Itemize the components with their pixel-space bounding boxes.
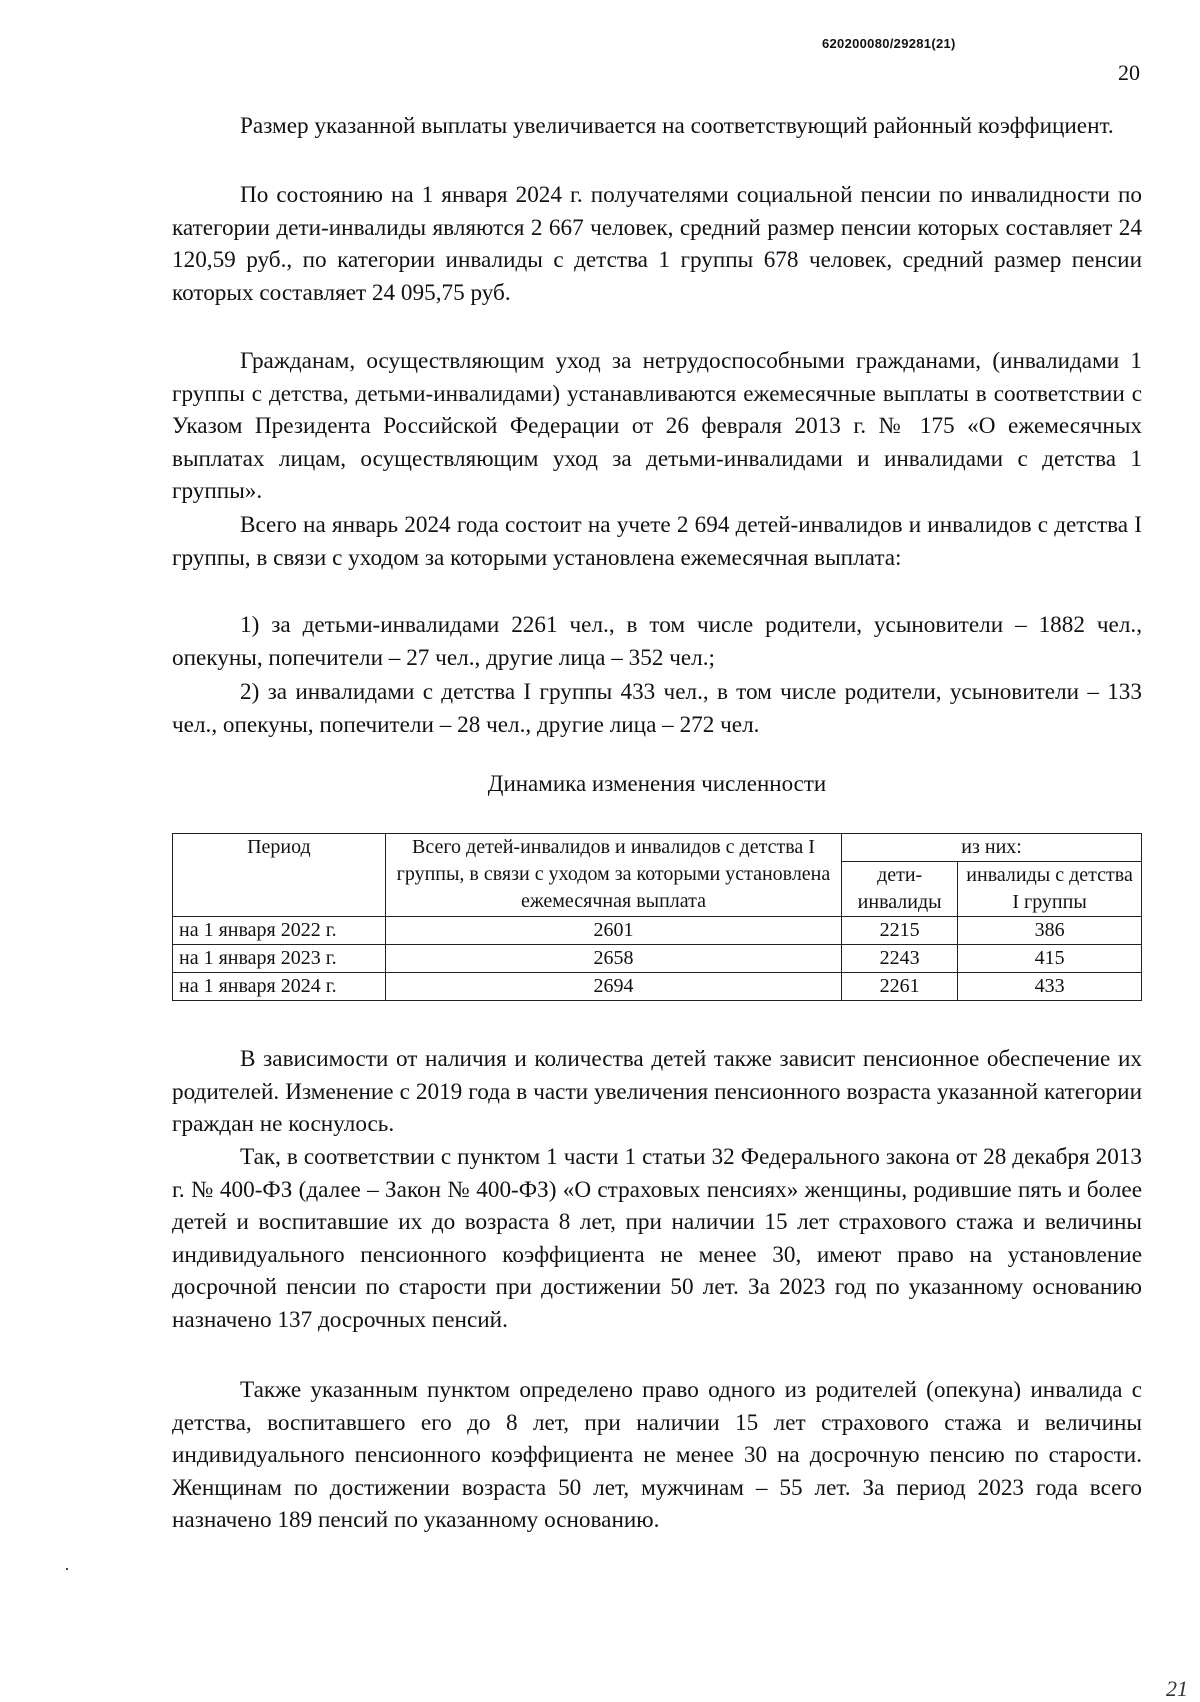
header-of-them: из них: xyxy=(842,834,1142,862)
cell-period: на 1 января 2024 г. xyxy=(173,973,386,1001)
paragraph-parents-pension: В зависимости от наличия и количества детей также зависит пенсионное обеспечение их родителей. Изменение с 2019 года в части увеличения пенсионного возраста указанной категории граждан не коснулось. xyxy=(172,1046,1142,1137)
cell-children: 2261 xyxy=(842,973,958,1001)
list-item-children-disabled: 1) за детьми-инвалидами 2261 чел., в том числе родители, усыновители – 1882 чел., опекуны, попечители – 27 чел., другие лица – 352 чел.; xyxy=(172,612,1142,671)
table-row xyxy=(173,973,1142,1001)
header-period: Период xyxy=(173,834,386,917)
cell-total: 2658 xyxy=(385,945,841,973)
table-row xyxy=(173,945,1142,973)
table-title: Динамика изменения численности xyxy=(487,771,827,796)
cell-total: 2601 xyxy=(385,917,841,945)
document-number: 620200080/29281(21) xyxy=(822,36,956,51)
list-item-disabled-since-childhood: 2) за инвалидами с детства I группы 433 чел., в том числе родители, усыновители – 133 чел., опекуны, попечители – 28 чел., другие лица – 272 чел. xyxy=(172,679,1142,738)
header-disabled-since-childhood: инвалиды с детства I группы xyxy=(958,862,1142,917)
paragraph-caregiver-payments: Гражданам, осуществляющим уход за нетрудоспособными гражданами, (инвалидами 1 группы с детства, детьми-инвалидами) устанавливаются ежемесячные выплаты в соответствии с Указом Президента Российской Федерации от 26 февраля 2013 г. № 175 «О ежемесячных выплатах лицам, осуществляющим уход за детьми-инвалидами и инвалидами с детства 1 группы». xyxy=(172,348,1142,504)
paragraph-social-pension-stats: По состоянию на 1 января 2024 г. получателями социальной пенсии по инвалидности по категории дети-инвалиды являются 2 667 человек, средний размер пенсии которых составляет 24 120,59 руб., по категории инвалиды с детства 1 группы 678 человек, средний размер пенсии которых составляет 24 095,75 руб. xyxy=(172,182,1142,306)
cell-period: на 1 января 2022 г. xyxy=(173,917,386,945)
table-row xyxy=(173,917,1142,945)
cell-children: 2243 xyxy=(842,945,958,973)
cell-period: на 1 января 2023 г. xyxy=(173,945,386,973)
cell-disabled: 386 xyxy=(958,917,1142,945)
header-children: дети-инвалиды xyxy=(842,862,958,917)
cell-total: 2694 xyxy=(385,973,841,1001)
cell-children: 2215 xyxy=(842,917,958,945)
dynamics-table xyxy=(172,833,1142,1001)
page-number: 20 xyxy=(1118,60,1140,85)
paragraph-early-pension-women: Так, в соответствии с пунктом 1 части 1 статьи 32 Федерального закона от 28 декабря 2013 г. № 400-ФЗ (далее – Закон № 400-ФЗ) «О страховых пенсиях» женщины, родившие пять и более детей и воспитавшие их до возраста 8 лет, при наличии 15 лет страхового стажа и величины индивидуального пенсионного коэффициента не менее 30, имеют право на установление досрочной пенсии по старости при достижении 50 лет. За 2023 год по указанному основанию назначено 137 досрочных пенсий. xyxy=(172,1144,1142,1333)
handwritten-page-mark: 21 xyxy=(1166,1676,1188,1701)
scan-speck xyxy=(66,1568,68,1570)
cell-disabled: 433 xyxy=(958,973,1142,1001)
paragraph-regional-coefficient: Размер указанной выплаты увеличивается на соответствующий районный коэффициент. xyxy=(240,113,1114,139)
header-total: Всего детей-инвалидов и инвалидов с детства I группы, в связи с уходом за которыми установлена ежемесячная выплата xyxy=(385,834,841,917)
paragraph-early-pension-parents: Также указанным пунктом определено право одного из родителей (опекуна) инвалида с детства, воспитавшего его до 8 лет, при наличии 15 лет страхового стажа и величины индивидуального пенсионного коэффициента не менее 30 на досрочную пенсию по старости. Женщинам по достижении возраста 50 лет, мужчинам – 55 лет. За период 2023 года всего назначено 189 пенсий по указанному основанию. xyxy=(172,1377,1142,1533)
cell-disabled: 415 xyxy=(958,945,1142,973)
paragraph-total-registered: Всего на январь 2024 года состоит на учете 2 694 детей-инвалидов и инвалидов с детства I группы, в связи с уходом за которыми установлена ежемесячная выплата: xyxy=(172,512,1142,571)
